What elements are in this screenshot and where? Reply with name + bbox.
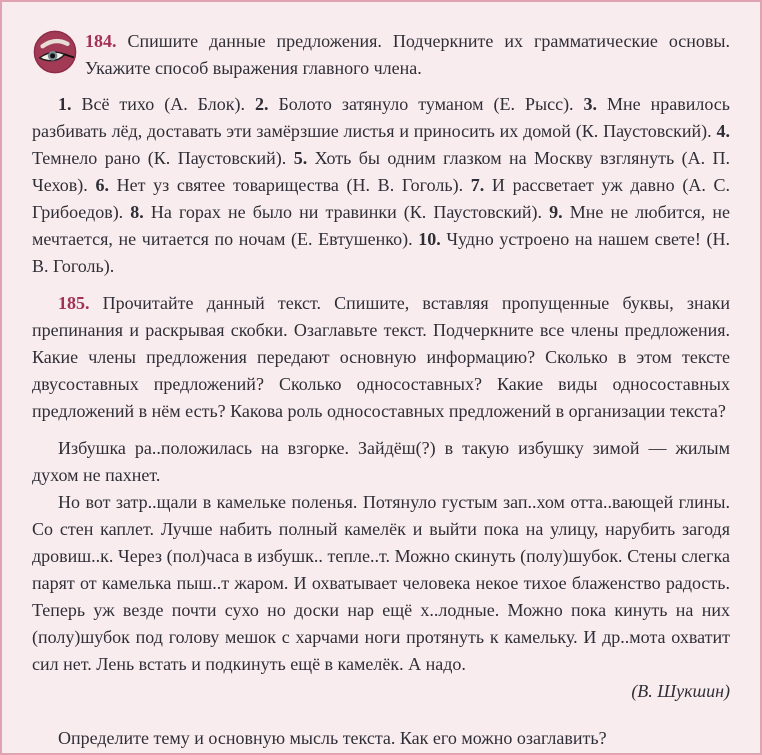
sentence-number: 1.: [58, 94, 72, 114]
sentence-number: 10.: [418, 229, 441, 249]
sentence-number: 6.: [95, 175, 109, 195]
sentence-text: Мне нравилось разбивать лёд, доставать эти замёрзшие листья и приносить их домой (К. Паустовский).: [32, 94, 730, 141]
passage: [32, 435, 730, 678]
sentence-number: 7.: [470, 175, 485, 195]
exercise-185-instruction: [32, 290, 730, 425]
sentence-number: 5.: [293, 148, 308, 168]
passage-paragraph: Но вот затр..щали в камельке поленья. Потянуло густым зап..хом отта..вающей глины. Со стен каплет. Лучше набить полный камелёк и выйти пока на улицу, нарубить загодя дровиш..к. Через (пол)часа в избушк.. тепле..т. Можно скинуть (полу)шубок. Стены слегка парят от камелька пыш..т жаром. И охватывает человека некое тихое блаженство радость. Теперь уж везде почти сухо но доски нар ещё х..лодные. Можно пока кинуть на них (полу)шубок под голову мешок с харчами ноги протянуть к камельку. И др..мота охватит сил нет. Лень встать и подкинуть ещё в камелёк. А надо.: [32, 492, 730, 674]
followup-question: Определите тему и основную мысль текста. Как его можно озаглавить?: [58, 728, 607, 748]
sentence-text: Болото затянуло туманом (Е. Рысс).: [268, 94, 584, 114]
sentence-text: Нет уз святее товарищества (Н. В. Гоголь).: [108, 175, 471, 195]
exercise-184-header: [32, 28, 730, 82]
eye-icon: [32, 29, 78, 75]
attribution: (В. Шукшин): [631, 681, 730, 701]
sentence-text: На горах не было ни травинки (К. Паустовский).: [143, 202, 550, 222]
sentence-text: Чудно устроено на нашем свете! (Н. В. Гоголь).: [32, 229, 730, 276]
sentence-text: Хоть бы одним глазком на Москву взглянуть (А. П. Чехов).: [32, 148, 730, 195]
exercise-185-number: 185.: [58, 293, 90, 313]
exercise-184-number: 184.: [85, 31, 117, 51]
sentence-list: [32, 91, 730, 280]
sentence-number: 9.: [549, 202, 563, 222]
sentence-text: Мне не любится, не мечтается, не читается по ночам (Е. Евтушенко).: [32, 202, 730, 249]
passage-paragraph: Избушка ра..положилась на взгорке. Зайдёш(?) в такую избушку зимой — жилым духом не пахнет.: [32, 438, 730, 485]
sentence-text: И рассветает уж давно (А. С. Грибоедов).: [32, 175, 730, 222]
sentence-number: 4.: [716, 121, 730, 141]
sentence-number: 8.: [130, 202, 144, 222]
sentence-number: 2.: [254, 94, 269, 114]
exercise-184-instruction: [85, 28, 730, 82]
sentence-number: 3.: [583, 94, 598, 114]
sentence-text: Всё тихо (А. Блок).: [71, 94, 255, 114]
exercise-184-instruction-text: Спишите данные предложения. Подчеркните их грамматические основы. Укажите способ выражения главного члена.: [85, 31, 731, 78]
sentence-text: Темнело рано (К. Паустовский).: [32, 148, 294, 168]
exercise-185-instruction-text: Прочитайте данный текст. Спишите, вставляя пропущенные буквы, знаки препинания и раскрывая скобки. Озаглавьте текст. Подчеркните все члены предложения. Какие члены предложения передают основную информацию? Сколько в этом тексте двусоставных предложений? Сколько односоставных? Какие виды односоставных предложений в нём есть? Какова роль односоставных предложений в организации текста?: [32, 293, 731, 421]
